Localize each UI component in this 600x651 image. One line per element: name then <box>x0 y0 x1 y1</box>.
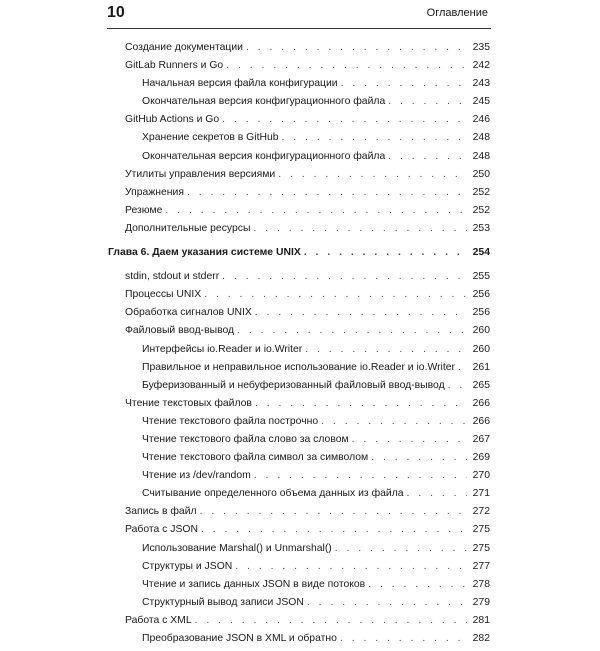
toc-entry-title: Считывание определенного объема данных из файла <box>142 488 404 500</box>
toc-entry <box>108 344 490 362</box>
toc-entry-page: 242 <box>472 60 490 72</box>
toc-entry-page: 252 <box>472 204 490 216</box>
toc-entry-page: 278 <box>472 578 490 590</box>
header-rule <box>107 28 491 29</box>
toc-leader-dots <box>222 114 467 125</box>
toc-entry-title: Утилиты управления версиями <box>125 168 276 180</box>
toc-entry-title: Дополнительные ресурсы <box>125 222 251 234</box>
toc-entry <box>108 615 490 633</box>
toc-entry-page: 271 <box>472 488 490 500</box>
toc-entry <box>108 434 490 452</box>
toc-entry-page: 281 <box>472 614 490 626</box>
toc-entry <box>108 271 490 289</box>
toc-entry <box>108 362 490 380</box>
toc-entry-title: Глава 6. Даем указания системе UNIX <box>108 247 301 259</box>
toc-entry-title: Буферизованный и небуферизованный файловый ввод-вывод <box>142 379 445 391</box>
toc-entry-title: Чтение и запись данных JSON в виде потоков <box>142 578 366 590</box>
toc-entry-title: Структуры и JSON <box>142 560 233 572</box>
toc-entry-title: stdin, stdout и stderr <box>125 271 220 283</box>
toc-entry-title: Упражнения <box>125 186 184 198</box>
toc-entry-page: 265 <box>472 379 490 391</box>
toc-entry <box>108 187 490 205</box>
toc-entry <box>108 543 490 561</box>
toc-entry <box>108 96 490 114</box>
toc-entry-title: Чтение текстовых файлов <box>125 397 252 409</box>
toc-entry <box>108 42 490 60</box>
toc-entry-page: 267 <box>472 433 490 445</box>
toc-leader-dots <box>201 524 467 535</box>
toc-entry <box>108 169 490 187</box>
toc-entry-page: 253 <box>472 222 490 234</box>
table-of-contents <box>108 42 490 651</box>
toc-entry-page: 266 <box>472 415 490 427</box>
toc-entry-page: 245 <box>472 96 490 108</box>
toc-entry-title: Правильное и неправильное использование io.Reader и io.Writer <box>142 361 455 373</box>
toc-entry-page: 275 <box>472 542 490 554</box>
toc-entry-title: Чтение текстового файла слово за словом <box>142 433 349 445</box>
toc-chapter-entry <box>108 247 490 265</box>
toc-entry <box>108 524 490 542</box>
toc-entry <box>108 488 490 506</box>
toc-entry-page: 248 <box>472 132 490 144</box>
toc-entry-page: 255 <box>472 271 490 283</box>
toc-leader-dots <box>335 543 467 554</box>
toc-entry-title: Чтение текстового файла построчно <box>142 415 319 427</box>
toc-entry <box>108 223 490 241</box>
toc-entry-title: Работа с XML <box>125 614 192 626</box>
running-head: Оглавление <box>426 7 488 19</box>
toc-entry-title: Чтение текстового файла символ за символом <box>142 452 369 464</box>
toc-entry <box>108 470 490 488</box>
toc-entry <box>108 633 490 651</box>
toc-entry-title: Хранение секретов в GitHub <box>142 132 279 144</box>
toc-leader-dots <box>307 597 467 608</box>
toc-entry-page: 250 <box>472 168 490 180</box>
toc-leader-dots <box>278 169 467 180</box>
toc-entry-title: Файловый ввод-вывод <box>125 325 235 337</box>
toc-entry-title: GitHub Actions и Go <box>125 114 220 126</box>
toc-leader-dots <box>388 151 467 162</box>
toc-entry-title: Окончательная версия конфигурационного файла <box>142 150 386 162</box>
toc-entry-page: 256 <box>472 289 490 301</box>
toc-entry-title: Начальная версия файла конфигурации <box>142 78 338 90</box>
toc-entry-page: 246 <box>472 114 490 126</box>
toc-entry-page: 272 <box>472 506 490 518</box>
toc-entry-page: 277 <box>472 560 490 572</box>
toc-entry-page: 248 <box>472 150 490 162</box>
toc-entry <box>108 398 490 416</box>
toc-entry-page: 266 <box>472 397 490 409</box>
toc-leader-dots <box>458 362 467 373</box>
toc-entry-title: Интерфейсы io.Reader и io.Writer <box>142 343 303 355</box>
toc-entry <box>108 151 490 169</box>
toc-entry-title: Окончательная версия конфигурационного файла <box>142 96 386 108</box>
toc-entry-title: GitLab Runners и Go <box>125 60 224 72</box>
toc-entry <box>108 416 490 434</box>
toc-leader-dots <box>388 96 467 107</box>
toc-leader-dots <box>226 60 467 71</box>
toc-leader-dots <box>237 325 467 336</box>
toc-leader-dots <box>195 615 467 626</box>
toc-leader-dots <box>165 205 467 216</box>
toc-leader-dots <box>448 380 467 391</box>
toc-entry-page: 252 <box>472 186 490 198</box>
toc-entry <box>108 452 490 470</box>
toc-leader-dots <box>200 506 467 517</box>
toc-entry <box>108 325 490 343</box>
toc-leader-dots <box>282 132 467 143</box>
toc-entry-title: Создание документации <box>125 42 243 53</box>
toc-entry-page: 256 <box>472 307 490 319</box>
toc-entry-page: 260 <box>472 325 490 337</box>
toc-leader-dots <box>305 344 467 355</box>
toc-entry-page: 243 <box>472 78 490 90</box>
toc-entry <box>108 307 490 325</box>
toc-leader-dots <box>255 307 467 318</box>
toc-leader-dots <box>304 247 467 258</box>
toc-entry <box>108 78 490 96</box>
toc-leader-dots <box>407 488 467 499</box>
toc-leader-dots <box>222 271 467 282</box>
toc-entry <box>108 561 490 579</box>
toc-leader-dots <box>352 434 467 445</box>
toc-leader-dots <box>321 416 467 427</box>
toc-entry-title: Обработка сигналов UNIX <box>125 307 252 319</box>
toc-entry <box>108 132 490 150</box>
toc-entry-title: Работа с JSON <box>125 524 198 536</box>
toc-entry <box>108 380 490 398</box>
toc-entry <box>108 506 490 524</box>
toc-entry-page: 235 <box>472 42 490 53</box>
toc-entry <box>108 579 490 597</box>
toc-leader-dots <box>187 187 467 198</box>
toc-entry-title: Структурный вывод записи JSON <box>142 596 304 608</box>
toc-leader-dots <box>204 289 467 300</box>
toc-entry <box>108 205 490 223</box>
toc-entry-title: Процессы UNIX <box>125 289 202 301</box>
toc-entry-page: 261 <box>472 361 490 373</box>
toc-entry-page: 254 <box>472 247 490 259</box>
toc-leader-dots <box>255 398 467 409</box>
toc-entry-page: 260 <box>472 343 490 355</box>
toc-leader-dots <box>371 452 467 463</box>
toc-entry-page: 275 <box>472 524 490 536</box>
toc-leader-dots <box>253 223 467 234</box>
toc-entry-page: 270 <box>472 470 490 482</box>
toc-leader-dots <box>341 78 467 89</box>
toc-entry-page: 269 <box>472 452 490 464</box>
toc-leader-dots <box>368 579 467 590</box>
toc-entry-page: 282 <box>472 633 490 644</box>
toc-leader-dots <box>235 561 467 572</box>
toc-leader-dots <box>246 42 467 53</box>
toc-entry-title: Резюме <box>125 204 163 216</box>
page-number: 10 <box>107 4 125 21</box>
toc-entry <box>108 60 490 78</box>
toc-entry-title: Преобразование JSON в XML и обратно <box>142 633 337 644</box>
toc-entry <box>108 114 490 132</box>
toc-entry-title: Запись в файл <box>125 506 197 518</box>
toc-entry-title: Чтение из /dev/random <box>142 470 251 482</box>
toc-entry <box>108 289 490 307</box>
toc-entry-title: Использование Marshal() и Unmarshal() <box>142 542 332 554</box>
toc-entry-page: 279 <box>472 596 490 608</box>
toc-leader-dots <box>254 470 467 481</box>
toc-leader-dots <box>340 633 467 644</box>
